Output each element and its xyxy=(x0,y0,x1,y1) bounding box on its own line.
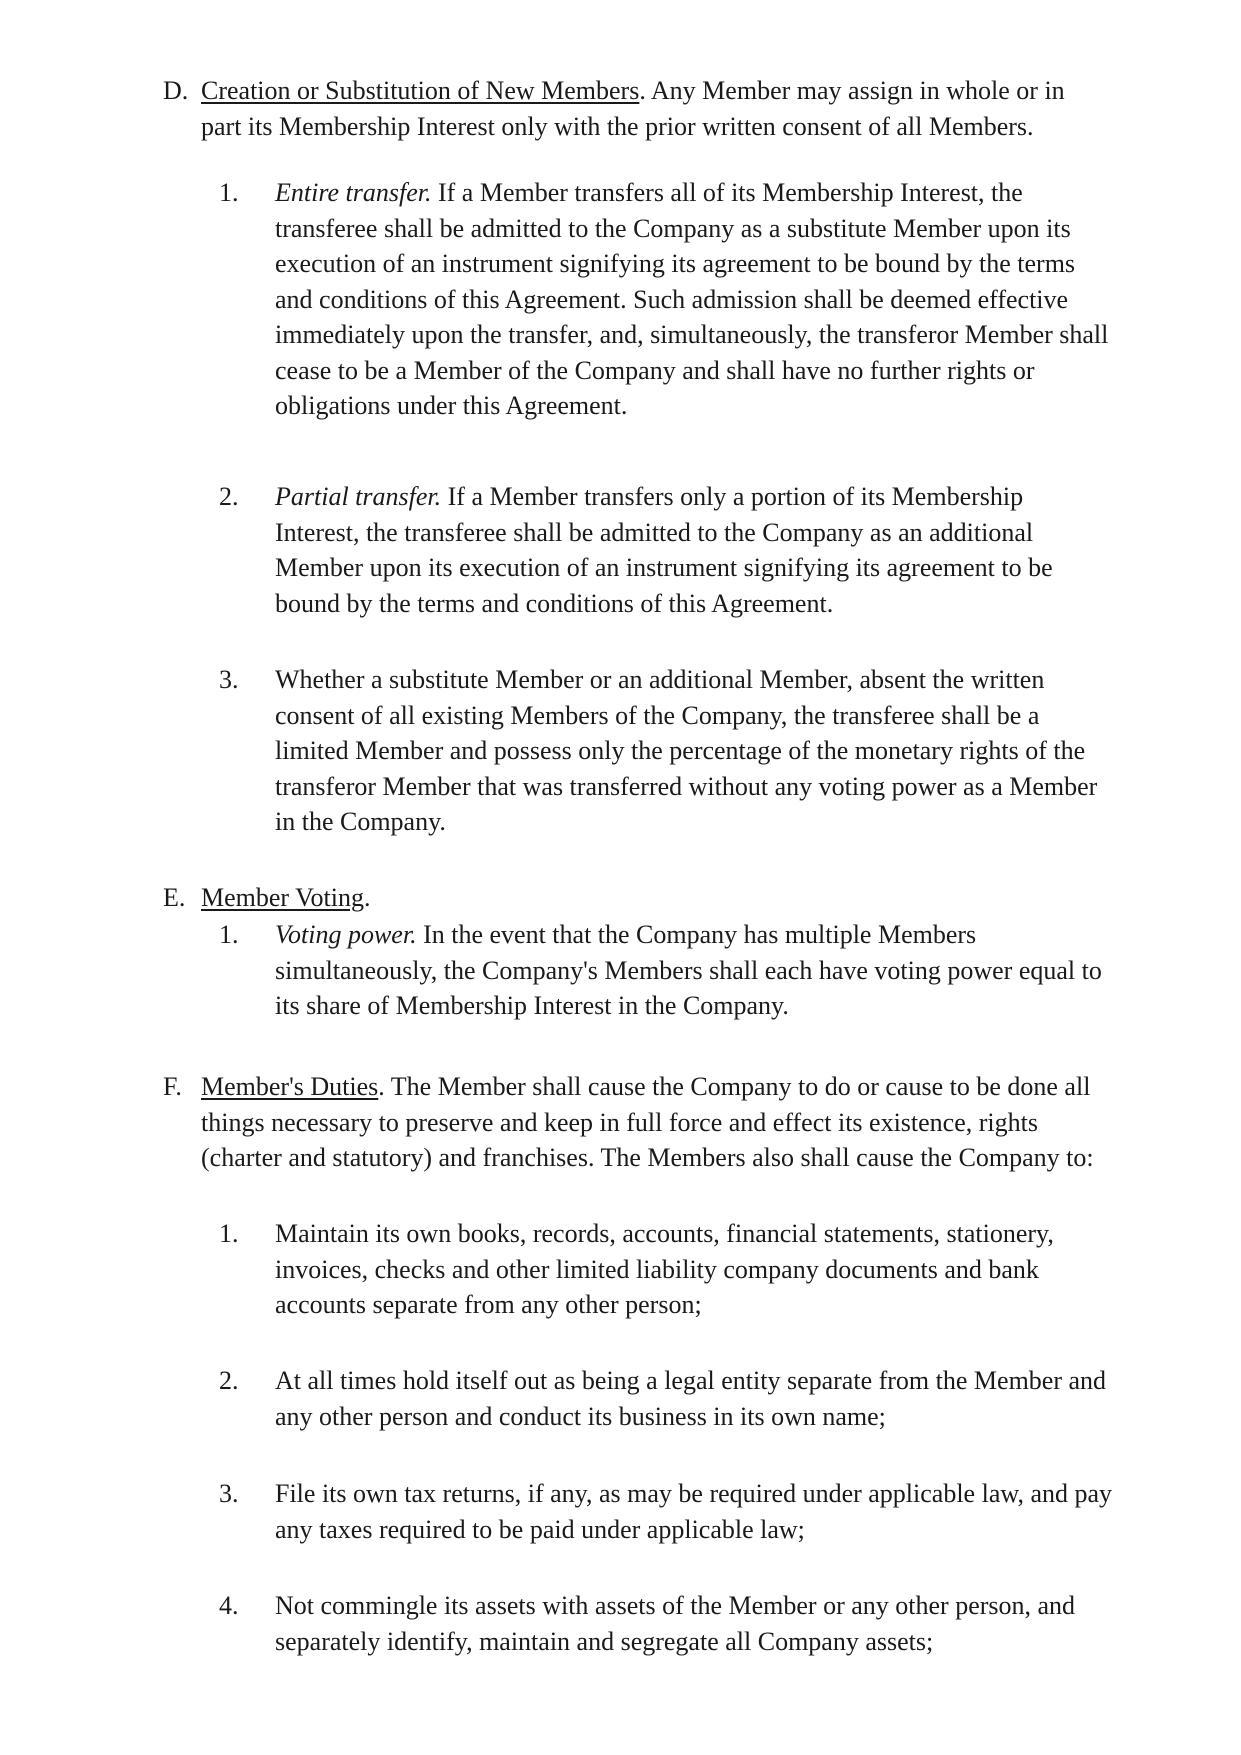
item-line: obligations under this Agreement. xyxy=(275,391,628,420)
list-item xyxy=(219,662,1159,840)
item-line: immediately upon the transfer, and, simultaneously, the transferor Member shall xyxy=(275,320,1109,349)
item-number: 1. xyxy=(219,1219,239,1248)
section-text: . The Member shall cause the Company to do or cause to be done all xyxy=(378,1072,1091,1101)
item-number: 1. xyxy=(219,920,239,949)
item-line: any other person and conduct its business in its own name; xyxy=(275,1401,886,1431)
item-line: cease to be a Member of the Company and shall have no further rights or xyxy=(275,355,1035,385)
section-title: Member's Duties xyxy=(201,1072,379,1101)
section-line: part its Membership Interest only with the prior written consent of all Members. xyxy=(201,111,1034,141)
item-line: invoices, checks and other limited liability company documents and bank xyxy=(275,1254,1039,1284)
list-item xyxy=(219,1216,1159,1323)
section-line: (charter and statutory) and franchises. The Members also shall cause the Company to: xyxy=(201,1143,1094,1172)
list-item xyxy=(219,175,1159,424)
item-title: Entire transfer. xyxy=(275,178,432,207)
item-line: execution of an instrument signifying its agreement to be bound by the terms xyxy=(275,249,1076,278)
section-d xyxy=(163,73,1163,144)
item-line: its share of Membership Interest in the Company. xyxy=(275,991,789,1020)
item-number: 3. xyxy=(219,665,239,694)
section-f xyxy=(163,1069,1163,1176)
item-text: Whether a substitute Member or an additional Member, absent the written xyxy=(275,665,1045,694)
section-title: Creation or Substitution of New Members xyxy=(201,76,640,105)
item-number: 1. xyxy=(219,178,239,207)
item-text: If a Member transfers all of its Membership Interest, the xyxy=(431,178,1023,207)
item-line: Interest, the transferee shall be admitted to the Company as an additional xyxy=(275,517,1034,547)
item-line: transferee shall be admitted to the Company as a substitute Member upon its xyxy=(275,213,1071,243)
item-title: Voting power. xyxy=(275,920,417,949)
section-letter: D. xyxy=(163,76,189,105)
item-line: transferor Member that was transferred without any voting power as a Member xyxy=(275,771,1098,801)
item-text: In the event that the Company has multiple Members xyxy=(416,920,977,949)
item-line: and conditions of this Agreement. Such admission shall be deemed effective xyxy=(275,284,1069,314)
item-line: in the Company. xyxy=(275,807,446,836)
item-line: Member upon its execution of an instrument signifying its agreement to be xyxy=(275,553,1053,582)
item-number: 3. xyxy=(219,1479,239,1508)
list-item xyxy=(219,1363,1159,1434)
item-text: At all times hold itself out as being a legal entity separate from the Member and xyxy=(275,1366,1107,1395)
item-number: 4. xyxy=(219,1591,239,1620)
list-item xyxy=(219,479,1159,621)
list-item xyxy=(219,1588,1159,1659)
item-line: separately identify, maintain and segregate all Company assets; xyxy=(275,1626,934,1656)
item-number: 2. xyxy=(219,482,239,511)
item-text: Not commingle its assets with assets of the Member or any other person, and xyxy=(275,1591,1076,1620)
item-text: Maintain its own books, records, accounts, financial statements, stationery, xyxy=(275,1219,1054,1248)
section-e xyxy=(163,880,1163,916)
section-letter: E. xyxy=(163,883,186,912)
item-number: 2. xyxy=(219,1366,239,1395)
section-letter: F. xyxy=(163,1072,182,1101)
section-line: things necessary to preserve and keep in full force and effect its existence, rights xyxy=(201,1107,1038,1137)
item-line: any taxes required to be paid under applicable law; xyxy=(275,1514,805,1544)
item-line: limited Member and possess only the percentage of the monetary rights of the xyxy=(275,736,1086,765)
item-line: accounts separate from any other person; xyxy=(275,1290,702,1319)
section-text: . xyxy=(363,883,371,912)
item-line: simultaneously, the Company's Members shall each have voting power equal to xyxy=(275,955,1102,985)
list-item xyxy=(219,1476,1159,1547)
item-line: bound by the terms and conditions of this Agreement. xyxy=(275,588,834,618)
section-title: Member Voting xyxy=(201,883,364,912)
list-item xyxy=(219,917,1159,1024)
item-line: consent of all existing Members of the Company, the transferee shall be a xyxy=(275,700,1040,730)
item-text: If a Member transfers only a portion of its Membership xyxy=(441,482,1024,511)
item-title: Partial transfer. xyxy=(275,482,442,511)
section-text: . Any Member may assign in whole or in xyxy=(639,76,1065,105)
item-text: File its own tax returns, if any, as may be required under applicable law, and pay xyxy=(275,1479,1113,1508)
